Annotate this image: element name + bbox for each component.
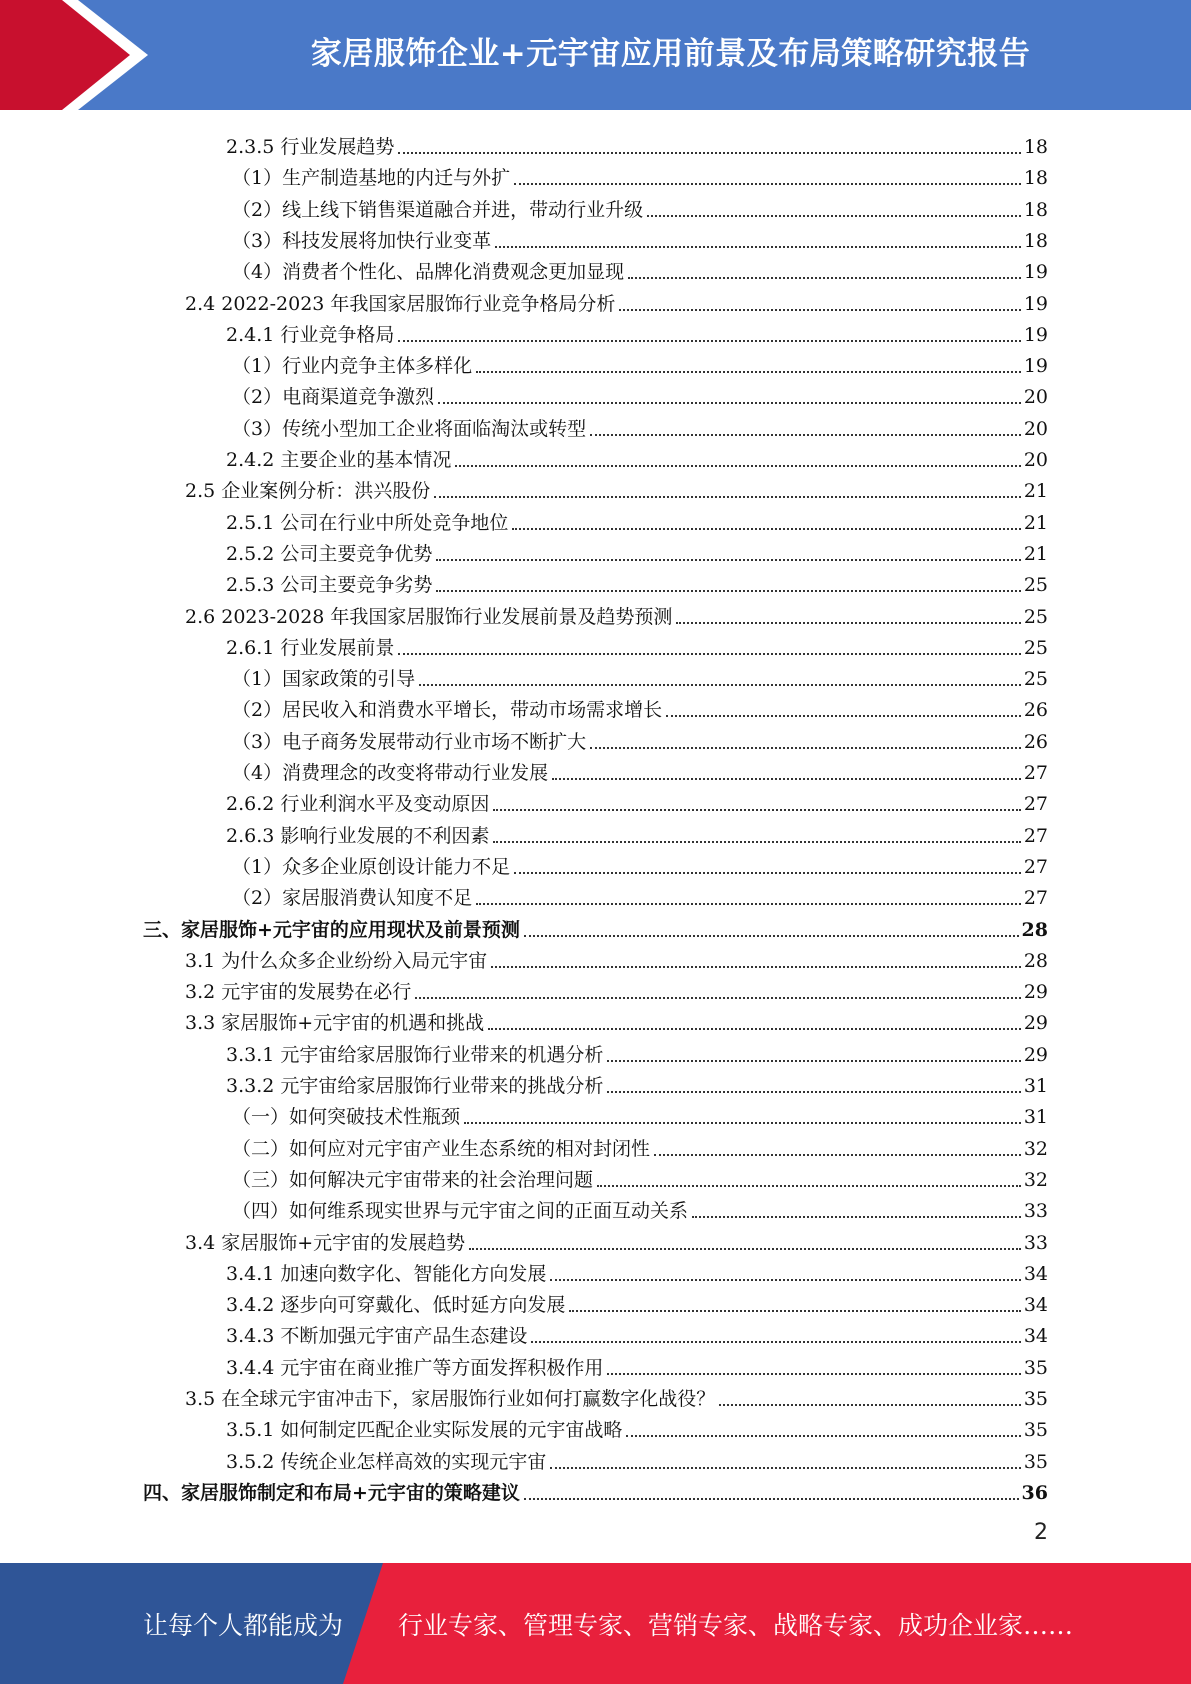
- toc-dot-leader: [493, 809, 1020, 811]
- toc-entry[interactable]: [226, 1067, 1048, 1098]
- toc-entry-page: 29: [1023, 1012, 1048, 1035]
- toc-entry-page: 28: [1021, 918, 1048, 941]
- toc-dot-leader: [493, 841, 1020, 843]
- toc-entry[interactable]: [232, 879, 1048, 910]
- toc-dot-leader: [524, 1498, 1019, 1500]
- toc-entry-page: 20: [1023, 417, 1048, 440]
- toc-dot-leader: [626, 1435, 1020, 1437]
- toc-entry[interactable]: [185, 598, 1048, 629]
- toc-entry[interactable]: [226, 1317, 1048, 1348]
- toc-entry[interactable]: [232, 347, 1048, 378]
- toc-dot-leader: [590, 434, 1021, 436]
- toc-entry-label: （1）国家政策的引导: [232, 668, 416, 691]
- toc-entry-page: 18: [1023, 167, 1048, 190]
- toc-entry-label: （4）消费者个性化、品牌化消费观念更加显现: [232, 261, 625, 284]
- toc-entry-label: 3.4 家居服饰+元宇宙的发展趋势: [185, 1231, 466, 1254]
- toc-dot-leader: [607, 1091, 1020, 1093]
- toc-dot-leader: [476, 903, 1021, 905]
- toc-entry-label: （4）消费理念的改变将带动行业发展: [232, 762, 549, 784]
- toc-entry[interactable]: [232, 660, 1048, 691]
- toc-entry-page: 18: [1023, 136, 1048, 158]
- toc-entry-page: 26: [1023, 730, 1048, 753]
- toc-entry-page: 36: [1021, 1481, 1048, 1504]
- footer-slogan-left: 让每个人都能成为: [143, 1610, 344, 1640]
- toc-entry[interactable]: [143, 1474, 1048, 1505]
- toc-entry-page: 35: [1023, 1450, 1048, 1473]
- toc-entry-label: 3.4.2 逐步向可穿戴化、低时延方向发展: [226, 1294, 566, 1317]
- toc-dot-leader: [464, 1122, 1021, 1124]
- toc-dot-leader: [550, 1279, 1020, 1281]
- report-title: 家居服饰企业+元宇宙应用前景及布局策略研究报告: [310, 35, 1031, 72]
- toc-entry-label: 2.4.2 主要企业的基本情况: [226, 449, 452, 471]
- toc-entry-label: 2.5.2 公司主要竞争优势: [226, 542, 433, 565]
- toc-dot-leader: [512, 528, 1020, 530]
- toc-entry[interactable]: [226, 1411, 1048, 1442]
- page-number: 2: [1034, 1520, 1048, 1545]
- toc-entry-page: 19: [1023, 261, 1048, 284]
- toc-entry[interactable]: [226, 504, 1048, 535]
- toc-entry-label: 2.5.3 公司主要竞争劣势: [226, 574, 433, 597]
- toc-entry[interactable]: [185, 285, 1048, 316]
- toc-entry[interactable]: [226, 535, 1048, 566]
- toc-entry[interactable]: [232, 222, 1048, 253]
- toc-entry-label: （1）生产制造基地的内迁与外扩: [232, 167, 511, 190]
- toc-entry-label: （2）家居服消费认知度不足: [232, 887, 473, 910]
- toc-entry[interactable]: [226, 785, 1048, 816]
- toc-entry-page: 27: [1023, 762, 1048, 784]
- toc-entry-page: 35: [1023, 1419, 1048, 1442]
- toc-entry-page: 20: [1023, 386, 1048, 409]
- toc-dot-leader: [654, 1154, 1021, 1156]
- toc-dot-leader: [476, 371, 1021, 373]
- toc-entry-page: 21: [1023, 511, 1048, 534]
- toc-dot-leader: [569, 1310, 1020, 1312]
- toc-entry-page: 32: [1023, 1168, 1048, 1191]
- toc-entry-page: 29: [1023, 1043, 1048, 1066]
- toc-dot-leader: [398, 152, 1020, 154]
- toc-entry-page: 34: [1023, 1294, 1048, 1317]
- toc-dot-leader: [488, 1028, 1021, 1030]
- toc-entry-page: 25: [1023, 605, 1048, 628]
- toc-entry[interactable]: [226, 566, 1048, 597]
- toc-entry[interactable]: [232, 723, 1048, 754]
- toc-entry[interactable]: [232, 848, 1048, 879]
- toc-entry-page: 18: [1023, 229, 1048, 252]
- toc-dot-leader: [434, 496, 1021, 498]
- toc-dot-leader: [666, 715, 1021, 717]
- toc-dot-leader: [436, 559, 1020, 561]
- toc-entry[interactable]: [232, 1161, 1048, 1192]
- toc-entry[interactable]: [232, 253, 1048, 284]
- toc-dot-leader: [398, 653, 1020, 655]
- toc-dot-leader: [469, 1248, 1021, 1250]
- toc-dot-leader: [607, 1373, 1020, 1375]
- toc-entry[interactable]: [226, 629, 1048, 660]
- toc-entry[interactable]: [226, 1286, 1048, 1317]
- toc-entry-label: （3）电子商务发展带动行业市场不断扩大: [232, 730, 587, 753]
- toc-entry[interactable]: [232, 378, 1048, 409]
- toc-entry-page: 28: [1023, 949, 1048, 972]
- footer-banner: [0, 1563, 1191, 1684]
- toc-entry[interactable]: [226, 1443, 1048, 1474]
- toc-entry-label: 2.6 2023-2028 年我国家居服饰行业发展前景及趋势预测: [185, 605, 673, 628]
- toc-entry-page: 19: [1023, 323, 1048, 346]
- toc-dot-leader: [550, 1467, 1020, 1469]
- toc-entry[interactable]: [185, 1380, 1048, 1411]
- toc-entry[interactable]: [185, 942, 1048, 973]
- toc-entry-label: （1）众多企业原创设计能力不足: [232, 855, 511, 878]
- toc-dot-leader: [514, 872, 1021, 874]
- toc-dot-leader: [524, 935, 1019, 937]
- toc-entry[interactable]: [232, 159, 1048, 190]
- toc-dot-leader: [438, 402, 1021, 404]
- footer-slogan-right: 行业专家、管理专家、营销专家、战略专家、成功企业家……: [398, 1610, 1074, 1640]
- toc-entry[interactable]: [232, 1192, 1048, 1223]
- toc-entry[interactable]: [226, 1036, 1048, 1067]
- toc-entry-label: 2.4.1 行业竞争格局: [226, 323, 395, 346]
- toc-dot-leader: [597, 1185, 1021, 1187]
- toc-entry-page: 27: [1023, 855, 1048, 878]
- toc-entry[interactable]: [226, 1349, 1048, 1380]
- toc-entry-label: 2.6.2 行业利润水平及变动原因: [226, 793, 490, 816]
- toc-dot-leader: [415, 997, 1021, 999]
- toc-entry-page: 19: [1023, 292, 1048, 315]
- toc-entry-page: 35: [1023, 1388, 1048, 1410]
- toc-entry-label: 3.5 在全球元宇宙冲击下，家居服饰行业如何打赢数字化战役？: [185, 1388, 716, 1410]
- toc-entry-label: 2.3.5 行业发展趋势: [226, 136, 395, 158]
- toc-entry-label: （3）传统小型加工企业将面临淘汰或转型: [232, 417, 587, 440]
- toc-entry[interactable]: [232, 1130, 1048, 1161]
- toc-entry-page: 32: [1023, 1137, 1048, 1160]
- toc-entry-page: 34: [1023, 1262, 1048, 1285]
- toc-entry[interactable]: [185, 1004, 1048, 1035]
- toc-dot-leader: [647, 215, 1021, 217]
- toc-entry-label: （2）线上线下销售渠道融合并进，带动行业升级: [232, 198, 644, 221]
- toc-dot-leader: [531, 1341, 1020, 1343]
- toc-dot-leader: [676, 622, 1020, 624]
- toc-entry[interactable]: [232, 691, 1048, 722]
- toc-entry[interactable]: [232, 191, 1048, 222]
- toc-entry[interactable]: [226, 441, 1048, 472]
- toc-entry[interactable]: [226, 1255, 1048, 1286]
- toc-entry[interactable]: [185, 472, 1048, 503]
- toc-entry-label: 2.5.1 公司在行业中所处竞争地位: [226, 511, 509, 534]
- toc-entry-page: 27: [1023, 824, 1048, 847]
- toc-dot-leader: [628, 277, 1021, 279]
- toc-entry-label: （1）行业内竞争主体多样化: [232, 355, 473, 378]
- toc-entry[interactable]: [226, 128, 1048, 159]
- toc-entry-label: （2）居民收入和消费水平增长，带动市场需求增长: [232, 699, 663, 722]
- toc-entry-page: 20: [1023, 449, 1048, 471]
- toc-entry-label: 3.5.1 如何制定匹配企业实际发展的元宇宙战略: [226, 1419, 623, 1442]
- toc-entry-page: 25: [1023, 668, 1048, 691]
- toc-entry[interactable]: [226, 817, 1048, 848]
- toc-entry-page: 21: [1023, 542, 1048, 565]
- toc-entry-label: 3.3.1 元宇宙给家居服饰行业带来的机遇分析: [226, 1043, 604, 1066]
- toc-entry-page: 21: [1023, 480, 1048, 503]
- toc-dot-leader: [607, 1060, 1020, 1062]
- toc-entry-label: 3.1 为什么众多企业纷纷入局元宇宙: [185, 949, 488, 972]
- toc-entry[interactable]: [185, 1224, 1048, 1255]
- toc-entry-label: （三）如何解决元宇宙带来的社会治理问题: [232, 1168, 594, 1191]
- toc-dot-leader: [719, 1404, 1021, 1406]
- toc-dot-leader: [692, 1216, 1021, 1218]
- toc-dot-leader: [552, 778, 1021, 780]
- toc-dot-leader: [436, 590, 1020, 592]
- header-arrow-icon: [0, 0, 160, 110]
- toc-entry-label: 2.6.1 行业发展前景: [226, 636, 395, 659]
- toc-entry-label: 2.4 2022-2023 年我国家居服饰行业竞争格局分析: [185, 292, 616, 315]
- toc-entry-page: 27: [1023, 887, 1048, 910]
- toc-entry-page: 26: [1023, 699, 1048, 722]
- toc-entry-label: 四、家居服饰制定和布局+元宇宙的策略建议: [143, 1481, 520, 1504]
- toc-entry-label: （2）电商渠道竞争激烈: [232, 386, 435, 409]
- toc-entry-label: 2.6.3 影响行业发展的不利因素: [226, 824, 490, 847]
- toc-entry[interactable]: [185, 973, 1048, 1004]
- toc-entry-label: 3.3.2 元宇宙给家居服饰行业带来的挑战分析: [226, 1075, 604, 1097]
- header-banner: [0, 0, 1191, 110]
- toc-entry-page: 29: [1023, 981, 1048, 1004]
- toc-dot-leader: [419, 684, 1021, 686]
- toc-dot-leader: [590, 747, 1021, 749]
- toc-entry[interactable]: [232, 754, 1048, 785]
- toc-entry-page: 33: [1023, 1231, 1048, 1254]
- toc-dot-leader: [398, 340, 1020, 342]
- toc-entry-label: （四）如何维系现实世界与元宇宙之间的正面互动关系: [232, 1200, 689, 1223]
- toc-entry-page: 33: [1023, 1200, 1048, 1223]
- toc-entry-label: 3.5.2 传统企业怎样高效的实现元宇宙: [226, 1450, 547, 1473]
- toc-entry-page: 19: [1023, 355, 1048, 378]
- toc-entry-page: 34: [1023, 1325, 1048, 1348]
- toc-entry-label: 三、家居服饰+元宇宙的应用现状及前景预测: [143, 918, 520, 941]
- toc-entry[interactable]: [226, 316, 1048, 347]
- toc-dot-leader: [514, 183, 1021, 185]
- toc-entry-page: 35: [1023, 1356, 1048, 1379]
- toc-entry-label: 3.4.1 加速向数字化、智能化方向发展: [226, 1262, 547, 1285]
- toc-dot-leader: [619, 309, 1020, 311]
- toc-entry-label: 3.3 家居服饰+元宇宙的机遇和挑战: [185, 1012, 485, 1035]
- toc-entry-label: 2.5 企业案例分析：洪兴股份: [185, 480, 431, 503]
- toc-entry-label: （二）如何应对元宇宙产业生态系统的相对封闭性: [232, 1137, 651, 1160]
- toc-entry-page: 31: [1023, 1075, 1048, 1097]
- toc-dot-leader: [495, 246, 1021, 248]
- toc-entry-label: （3）科技发展将加快行业变革: [232, 229, 492, 252]
- toc-entry-page: 27: [1023, 793, 1048, 816]
- toc-entry-label: 3.4.4 元宇宙在商业推广等方面发挥积极作用: [226, 1356, 604, 1379]
- toc-entry[interactable]: [232, 1098, 1048, 1129]
- toc-entry-page: 25: [1023, 574, 1048, 597]
- toc-entry[interactable]: [232, 410, 1048, 441]
- toc-entry-label: 3.2 元宇宙的发展势在必行: [185, 981, 412, 1004]
- toc-entry-label: 3.4.3 不断加强元宇宙产品生态建设: [226, 1325, 528, 1348]
- toc-entry-page: 31: [1023, 1106, 1048, 1129]
- toc-dot-leader: [491, 966, 1021, 968]
- toc-entry-label: （一）如何突破技术性瓶颈: [232, 1106, 461, 1129]
- toc-entry[interactable]: [143, 911, 1048, 942]
- toc-entry-page: 25: [1023, 636, 1048, 659]
- toc-dot-leader: [455, 465, 1020, 467]
- toc-entry-page: 18: [1023, 198, 1048, 221]
